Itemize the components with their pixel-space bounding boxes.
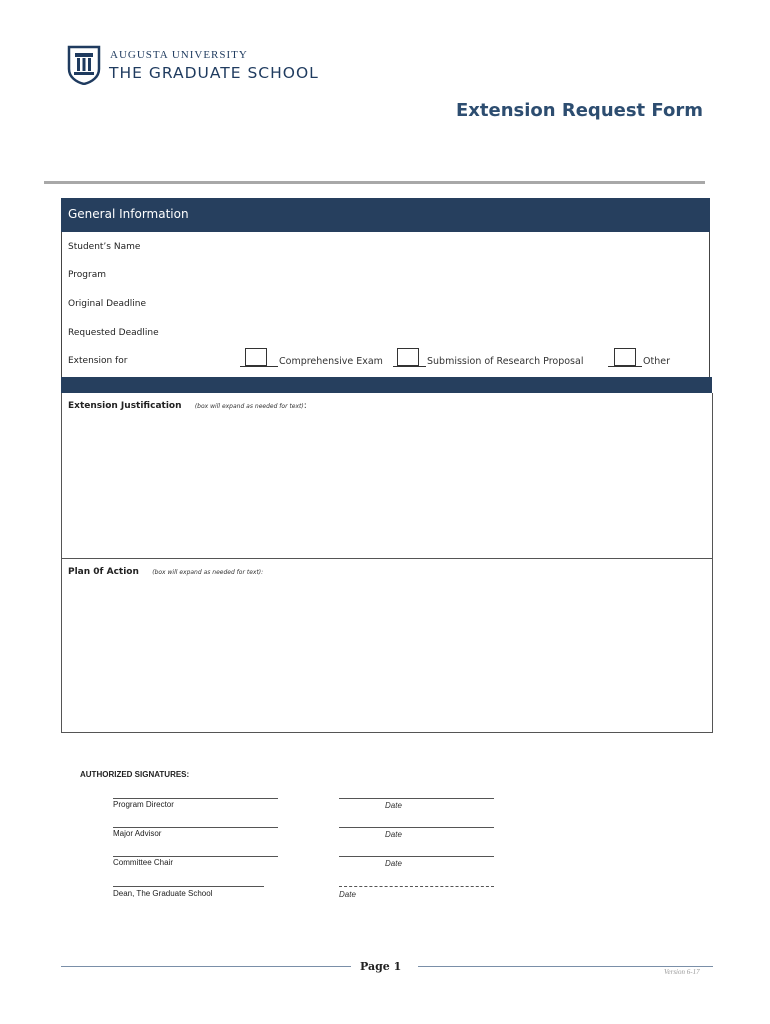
- student-name-label: Student’s Name: [68, 242, 141, 252]
- date-line[interactable]: [339, 798, 494, 799]
- form-title: Extension Request Form: [456, 100, 703, 121]
- date-label: Date: [385, 859, 402, 868]
- augusta-university-shield-icon: [66, 45, 102, 85]
- requested-deadline-label: Requested Deadline: [68, 328, 159, 338]
- title-divider: [44, 181, 705, 184]
- signature-line[interactable]: [113, 886, 264, 887]
- general-information-heading: General Information: [68, 207, 189, 221]
- extension-justification-note: (box will expand as needed for text): [194, 403, 304, 410]
- extension-justification-label: Extension Justification: [68, 401, 182, 411]
- checkbox-underline: [393, 366, 426, 367]
- signature-line[interactable]: [113, 856, 278, 857]
- comprehensive-exam-checkbox[interactable]: [245, 348, 267, 366]
- research-proposal-label: Submission of Research Proposal: [427, 356, 584, 367]
- original-deadline-label: Original Deadline: [68, 299, 147, 309]
- plan-of-action-note: (box will expand as needed for text):: [152, 569, 264, 576]
- plan-of-action-caption: [68, 561, 263, 579]
- committee-chair-label: Committee Chair: [113, 858, 174, 867]
- footer-rule-right: [418, 966, 713, 967]
- signature-line[interactable]: [113, 798, 278, 799]
- university-name: AUGUSTA UNIVERSITY: [110, 49, 248, 61]
- extension-justification-caption: [68, 395, 307, 413]
- plan-of-action-box[interactable]: [61, 558, 713, 733]
- extension-for-label: Extension for: [68, 356, 128, 366]
- version-label: Version 6-17: [664, 968, 700, 976]
- date-label: Date: [385, 830, 402, 839]
- section-divider-bar: [61, 377, 712, 393]
- date-label: Date: [339, 890, 356, 899]
- checkbox-underline: [608, 366, 642, 367]
- date-label: Date: [385, 801, 402, 810]
- other-checkbox[interactable]: [614, 348, 636, 366]
- page-number: Page 1: [360, 960, 402, 973]
- general-information-box: [61, 232, 710, 377]
- date-line[interactable]: [339, 856, 494, 857]
- school-name: THE GRADUATE SCHOOL: [109, 64, 319, 82]
- dean-label: Dean, The Graduate School: [113, 889, 213, 898]
- extension-justification-colon: :: [303, 401, 307, 411]
- program-director-label: Program Director: [113, 800, 174, 809]
- footer-rule-left: [61, 966, 351, 967]
- general-information-header: [61, 198, 710, 232]
- major-advisor-label: Major Advisor: [113, 829, 162, 838]
- date-line[interactable]: [339, 886, 494, 887]
- authorized-signatures-heading: AUTHORIZED SIGNATURES:: [80, 770, 190, 779]
- comprehensive-exam-label: Comprehensive Exam: [279, 356, 383, 367]
- research-proposal-checkbox[interactable]: [397, 348, 419, 366]
- extension-justification-box[interactable]: [61, 393, 713, 559]
- date-line[interactable]: [339, 827, 494, 828]
- other-label: Other: [643, 356, 670, 367]
- plan-of-action-label: Plan 0f Action: [68, 567, 139, 577]
- program-label: Program: [68, 270, 106, 280]
- signature-line[interactable]: [113, 827, 278, 828]
- checkbox-underline: [240, 366, 278, 367]
